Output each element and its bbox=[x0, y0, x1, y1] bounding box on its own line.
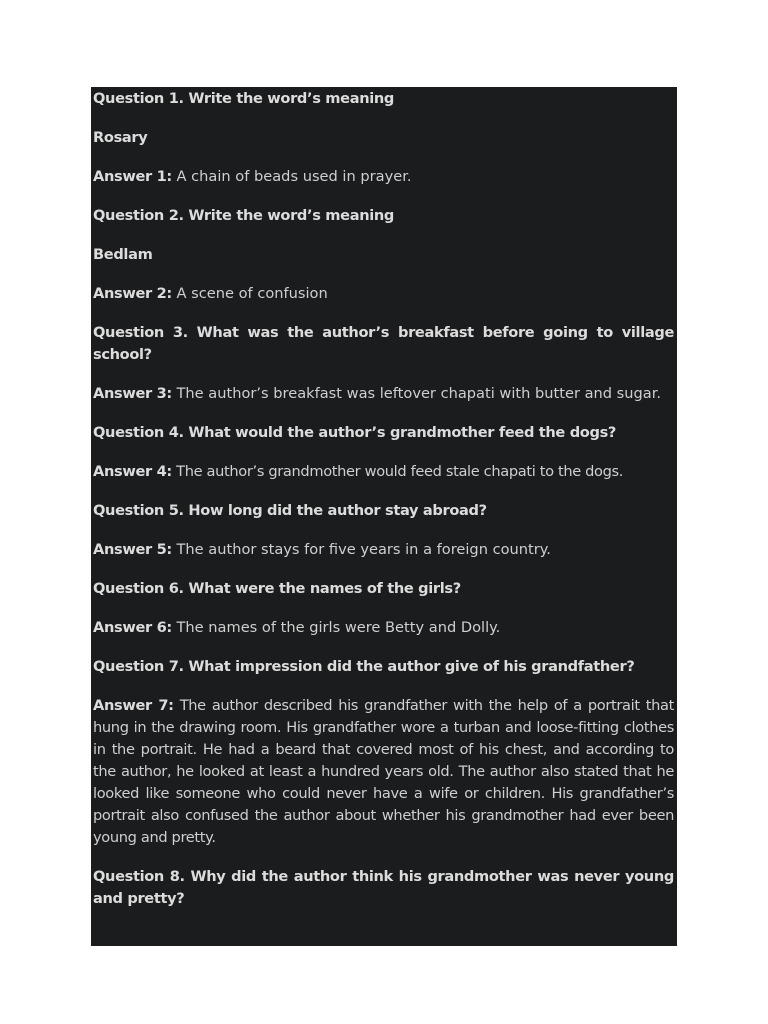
answer-5-text: The author stays for five years in a foreign country. bbox=[171, 541, 551, 558]
answer-4-label: Answer 4: bbox=[93, 463, 172, 480]
answer-2-text: A scene of confusion bbox=[171, 285, 328, 302]
word-2: Bedlam bbox=[93, 246, 153, 263]
question-4: Question 4. What would the author’s grandmother feed the dogs? bbox=[93, 424, 617, 441]
answer-6-label: Answer 6: bbox=[93, 619, 172, 636]
answer-1-text: A chain of beads used in prayer. bbox=[171, 168, 412, 185]
document-page bbox=[91, 87, 677, 946]
answer-7-text: The author described his grandfather with the help of a portrait that hung in the drawing room. His grandfather wore a turban and loose-fitting clothes in the portrait. He had a beard that covered most of his chest, and according to the author, he looked at least a hundred years old. The author also stated that he looked like someone who could never have a wife or children. His grandfather’s portrait also confused the author about whether his grandmother had ever been young and pretty. bbox=[93, 697, 674, 846]
question-1: Question 1. Write the word’s meaning bbox=[93, 90, 395, 107]
answer-7-label: Answer 7: bbox=[93, 697, 174, 714]
question-2: Question 2. Write the word’s meaning bbox=[93, 207, 395, 224]
answer-7 bbox=[93, 695, 674, 849]
question-8: Question 8. Why did the author think his grandmother was never young and pretty? bbox=[93, 868, 674, 907]
question-6: Question 6. What were the names of the girls? bbox=[93, 580, 461, 597]
answer-2-label: Answer 2: bbox=[93, 285, 172, 302]
answer-3-text: The author’s breakfast was leftover chapati with butter and sugar. bbox=[171, 385, 662, 402]
question-3: Question 3. What was the author’s breakfast before going to village school? bbox=[93, 324, 674, 363]
answer-1 bbox=[93, 166, 674, 188]
answer-4 bbox=[93, 461, 674, 483]
answer-3 bbox=[93, 383, 674, 405]
answer-5 bbox=[93, 539, 674, 561]
answer-4-text: The author’s grandmother would feed stale chapati to the dogs. bbox=[171, 463, 624, 480]
word-1: Rosary bbox=[93, 129, 148, 146]
answer-6 bbox=[93, 617, 674, 639]
answer-3-label: Answer 3: bbox=[93, 385, 172, 402]
answer-1-label: Answer 1: bbox=[93, 168, 172, 185]
answer-6-text: The names of the girls were Betty and Dolly. bbox=[171, 619, 501, 636]
answer-2 bbox=[93, 283, 674, 305]
question-7: Question 7. What impression did the author give of his grandfather? bbox=[93, 658, 635, 675]
answer-5-label: Answer 5: bbox=[93, 541, 172, 558]
question-5: Question 5. How long did the author stay abroad? bbox=[93, 502, 487, 519]
